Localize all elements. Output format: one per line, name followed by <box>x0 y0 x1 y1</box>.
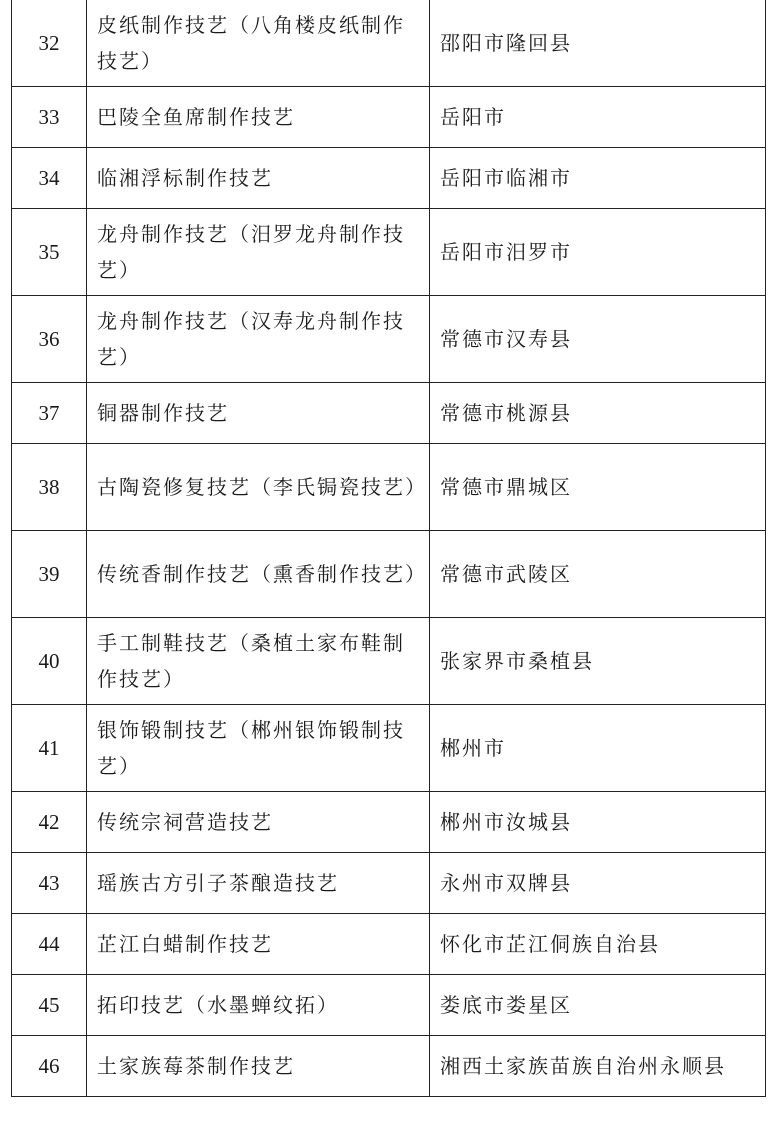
row-number: 43 <box>12 853 87 914</box>
region: 郴州市汝城县 <box>430 792 766 853</box>
table-row <box>12 792 766 853</box>
table-row <box>12 444 766 531</box>
row-number: 38 <box>12 444 87 531</box>
project-name: 龙舟制作技艺（汉寿龙舟制作技艺） <box>87 296 430 383</box>
region: 常德市汉寿县 <box>430 296 766 383</box>
region: 郴州市 <box>430 705 766 792</box>
row-number: 33 <box>12 87 87 148</box>
table-row <box>12 975 766 1036</box>
table-row <box>12 531 766 618</box>
project-name: 芷江白蜡制作技艺 <box>87 914 430 975</box>
row-number: 39 <box>12 531 87 618</box>
project-name: 手工制鞋技艺（桑植土家布鞋制作技艺） <box>87 618 430 705</box>
table-row <box>12 148 766 209</box>
row-number: 44 <box>12 914 87 975</box>
project-name: 铜器制作技艺 <box>87 383 430 444</box>
project-name: 银饰锻制技艺（郴州银饰锻制技艺） <box>87 705 430 792</box>
table-row <box>12 705 766 792</box>
table-row <box>12 0 766 87</box>
heritage-list-table-container <box>11 0 765 1097</box>
table-row <box>12 296 766 383</box>
row-number: 42 <box>12 792 87 853</box>
project-name: 拓印技艺（水墨蝉纹拓） <box>87 975 430 1036</box>
region: 永州市双牌县 <box>430 853 766 914</box>
table-row <box>12 209 766 296</box>
region: 常德市桃源县 <box>430 383 766 444</box>
region: 张家界市桑植县 <box>430 618 766 705</box>
region: 岳阳市 <box>430 87 766 148</box>
table-row <box>12 914 766 975</box>
project-name: 皮纸制作技艺（八角楼皮纸制作技艺） <box>87 0 430 87</box>
project-name: 土家族莓茶制作技艺 <box>87 1036 430 1097</box>
project-name: 临湘浮标制作技艺 <box>87 148 430 209</box>
row-number: 34 <box>12 148 87 209</box>
project-name: 龙舟制作技艺（汨罗龙舟制作技艺） <box>87 209 430 296</box>
region: 常德市鼎城区 <box>430 444 766 531</box>
table-row <box>12 853 766 914</box>
table-row <box>12 87 766 148</box>
row-number: 45 <box>12 975 87 1036</box>
region: 邵阳市隆回县 <box>430 0 766 87</box>
project-name: 瑶族古方引子茶酿造技艺 <box>87 853 430 914</box>
project-name: 传统宗祠营造技艺 <box>87 792 430 853</box>
region: 常德市武陵区 <box>430 531 766 618</box>
heritage-list-table <box>11 0 766 1097</box>
row-number: 36 <box>12 296 87 383</box>
region: 岳阳市临湘市 <box>430 148 766 209</box>
region: 岳阳市汨罗市 <box>430 209 766 296</box>
table-row <box>12 618 766 705</box>
region: 湘西土家族苗族自治州永顺县 <box>430 1036 766 1097</box>
region: 怀化市芷江侗族自治县 <box>430 914 766 975</box>
row-number: 37 <box>12 383 87 444</box>
row-number: 46 <box>12 1036 87 1097</box>
project-name: 古陶瓷修复技艺（李氏锔瓷技艺） <box>87 444 430 531</box>
project-name: 巴陵全鱼席制作技艺 <box>87 87 430 148</box>
project-name: 传统香制作技艺（熏香制作技艺） <box>87 531 430 618</box>
table-row <box>12 383 766 444</box>
region: 娄底市娄星区 <box>430 975 766 1036</box>
row-number: 35 <box>12 209 87 296</box>
table-row <box>12 1036 766 1097</box>
row-number: 32 <box>12 0 87 87</box>
row-number: 41 <box>12 705 87 792</box>
row-number: 40 <box>12 618 87 705</box>
